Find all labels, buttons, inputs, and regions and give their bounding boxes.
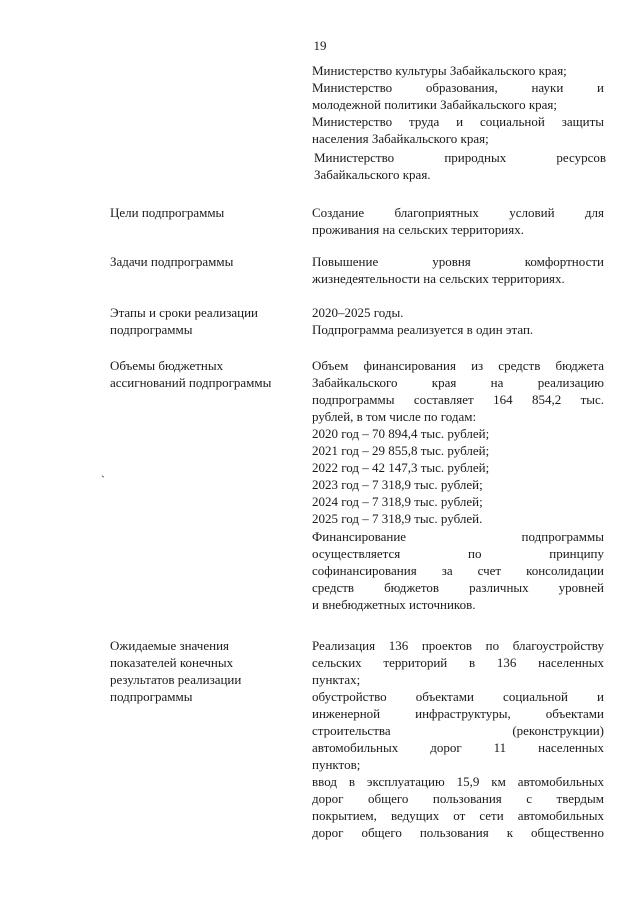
word: км [491,774,506,789]
word: покрытием, [312,808,377,823]
word: дорог [312,791,344,806]
budget-year-line: 2022 год – 42 147,3 тыс. рублей; [312,460,490,475]
word: подпрограммы [521,529,604,544]
word: на [490,375,504,390]
row-label-results: результатов реализации [110,672,242,687]
results-text: пунктов; [312,757,361,772]
word: осуществляется [312,546,401,561]
word: дорог [430,740,462,755]
word: Финансирование [312,529,407,544]
word: твердым [556,791,604,806]
word: в [348,774,355,789]
tasks-text: жизнедеятельности на сельских территориях. [312,271,565,286]
page-number: 19 [313,38,327,53]
word: пользования [419,825,489,840]
word: условий [509,205,555,220]
word: инфраструктуры, [415,706,511,721]
word: бюджетов [384,580,440,595]
word: реализацию [537,375,604,390]
word: ведущих [390,808,440,823]
word: по [468,546,482,561]
results-text [312,637,604,654]
word: труда [409,114,440,129]
word: 11 [493,740,507,755]
word: из [471,358,484,373]
top-line: населения Забайкальского края; [312,131,489,146]
word: благоустройству [512,638,604,653]
word: ресурсов [556,150,606,165]
word: уровней [558,580,604,595]
word: общего [361,825,402,840]
results-text [312,654,604,671]
results-text: пунктах; [312,672,361,687]
budget-text: и внебюджетных источников. [312,597,476,612]
word: к [506,825,514,840]
results-text [312,739,604,756]
budget-text [312,357,604,374]
budget-text [312,391,604,408]
row-label-tasks: Задачи подпрограммы [110,254,234,269]
word: социальной [479,114,545,129]
word: составляет [413,392,474,407]
budget-text [312,528,604,545]
word: Реализация [312,638,376,653]
budget-year-line: 2020 год – 70 894,4 тыс. рублей; [312,426,490,441]
tasks-text [312,253,604,270]
results-text [312,688,604,705]
budget-text [312,374,604,391]
word: и [597,689,604,704]
row-label-stages: подпрограммы [110,322,193,337]
word: Министерство [314,150,395,165]
word: финансирования [363,358,456,373]
word: автомобильных [517,808,604,823]
goals-text [312,204,604,221]
budget-year-line: 2023 год – 7 318,9 тыс. рублей; [312,477,483,492]
word: счет [477,563,502,578]
results-text [312,824,604,841]
word: сети [479,808,504,823]
word: Министерство [312,80,393,95]
row-label-results: показателей конечных [110,655,234,670]
word: тыс. [580,392,604,407]
word: и [597,80,604,95]
row-label-results: подпрограммы [110,689,193,704]
word: благоприятных [394,205,479,220]
top-line: Министерство культуры Забайкальского края; [312,63,567,78]
word: различных [469,580,529,595]
row-label-results: Ожидаемые значения [110,638,230,653]
word: средств [498,358,541,373]
top-line: молодежной политики Забайкальского края; [312,97,557,112]
budget-text [312,562,604,579]
word: с [526,791,533,806]
word: по [485,638,500,653]
row-label-budget: ассигнований подпрограммы [110,375,272,390]
word: уровня [432,254,471,269]
word: природных [444,150,507,165]
results-text [312,807,604,824]
budget-text: рублей, в том числе по годам: [312,409,477,424]
word: населенных [538,655,604,670]
goals-text: проживания на сельских территориях. [312,222,524,237]
results-text [312,722,604,739]
word: принципу [549,546,604,561]
word: социальной [503,689,568,704]
word: населенных [538,740,604,755]
word: объектами [415,689,474,704]
top-line-justified [314,149,606,166]
word: (реконструкции) [512,723,604,738]
word: средств [312,580,355,595]
word: для [584,205,604,220]
word: дорог [312,825,344,840]
word: Повышение [312,254,379,269]
word: 15,9 [456,774,480,789]
row-label-goals: Цели подпрограммы [110,205,225,220]
budget-year-line: 2025 год – 7 318,9 тыс. рублей. [312,511,483,526]
top-line: Забайкальского края. [314,167,431,182]
word: строительства [312,723,391,738]
word: автомобильных [517,774,604,789]
word: сельских [312,655,362,670]
word: эксплуатацию [366,774,445,789]
word: подпрограммы [312,392,395,407]
row-label-budget: Объемы бюджетных [110,358,224,373]
word: 136 [496,655,517,670]
word: софинансирования [312,563,417,578]
word: 854,2 [531,392,562,407]
word: Объем [312,358,349,373]
word: и [456,114,464,129]
budget-text [312,545,604,562]
word: консолидации [526,563,604,578]
word: 164 [493,392,513,407]
word: инженерной [312,706,381,721]
word: Забайкальского [312,375,398,390]
row-label-stages: Этапы и сроки реализации [110,305,258,320]
word: науки [531,80,564,95]
word: пользования [432,791,502,806]
stages-text: Подпрограмма реализуется в один этап. [312,322,534,337]
results-text [312,705,604,722]
word: общего [367,791,409,806]
word: проектов [421,638,473,653]
word: 136 [388,638,409,653]
word: объектами [545,706,604,721]
word: Создание [312,205,365,220]
word: общественно [531,825,604,840]
word: в [469,655,476,670]
word: комфортности [524,254,604,269]
budget-text [312,579,604,596]
word: обустройство [312,689,387,704]
word: от [453,808,466,823]
word: Министерство [312,114,393,129]
results-text [312,790,604,807]
word: территорий [383,655,448,670]
budget-year-line: 2021 год – 29 855,8 тыс. рублей; [312,443,490,458]
word: защиты [561,114,604,129]
word: бюджета [555,358,604,373]
scan-mark: ` [101,473,105,487]
word: автомобильных [312,740,399,755]
word: края [431,375,457,390]
word: образования, [425,80,498,95]
budget-year-line: 2024 год – 7 318,9 тыс. рублей; [312,494,483,509]
top-line-justified [312,79,604,96]
word: ввод [312,774,337,789]
word: за [441,563,453,578]
top-line-justified [312,113,604,130]
stages-text: 2020–2025 годы. [312,305,404,320]
results-text [312,773,604,790]
